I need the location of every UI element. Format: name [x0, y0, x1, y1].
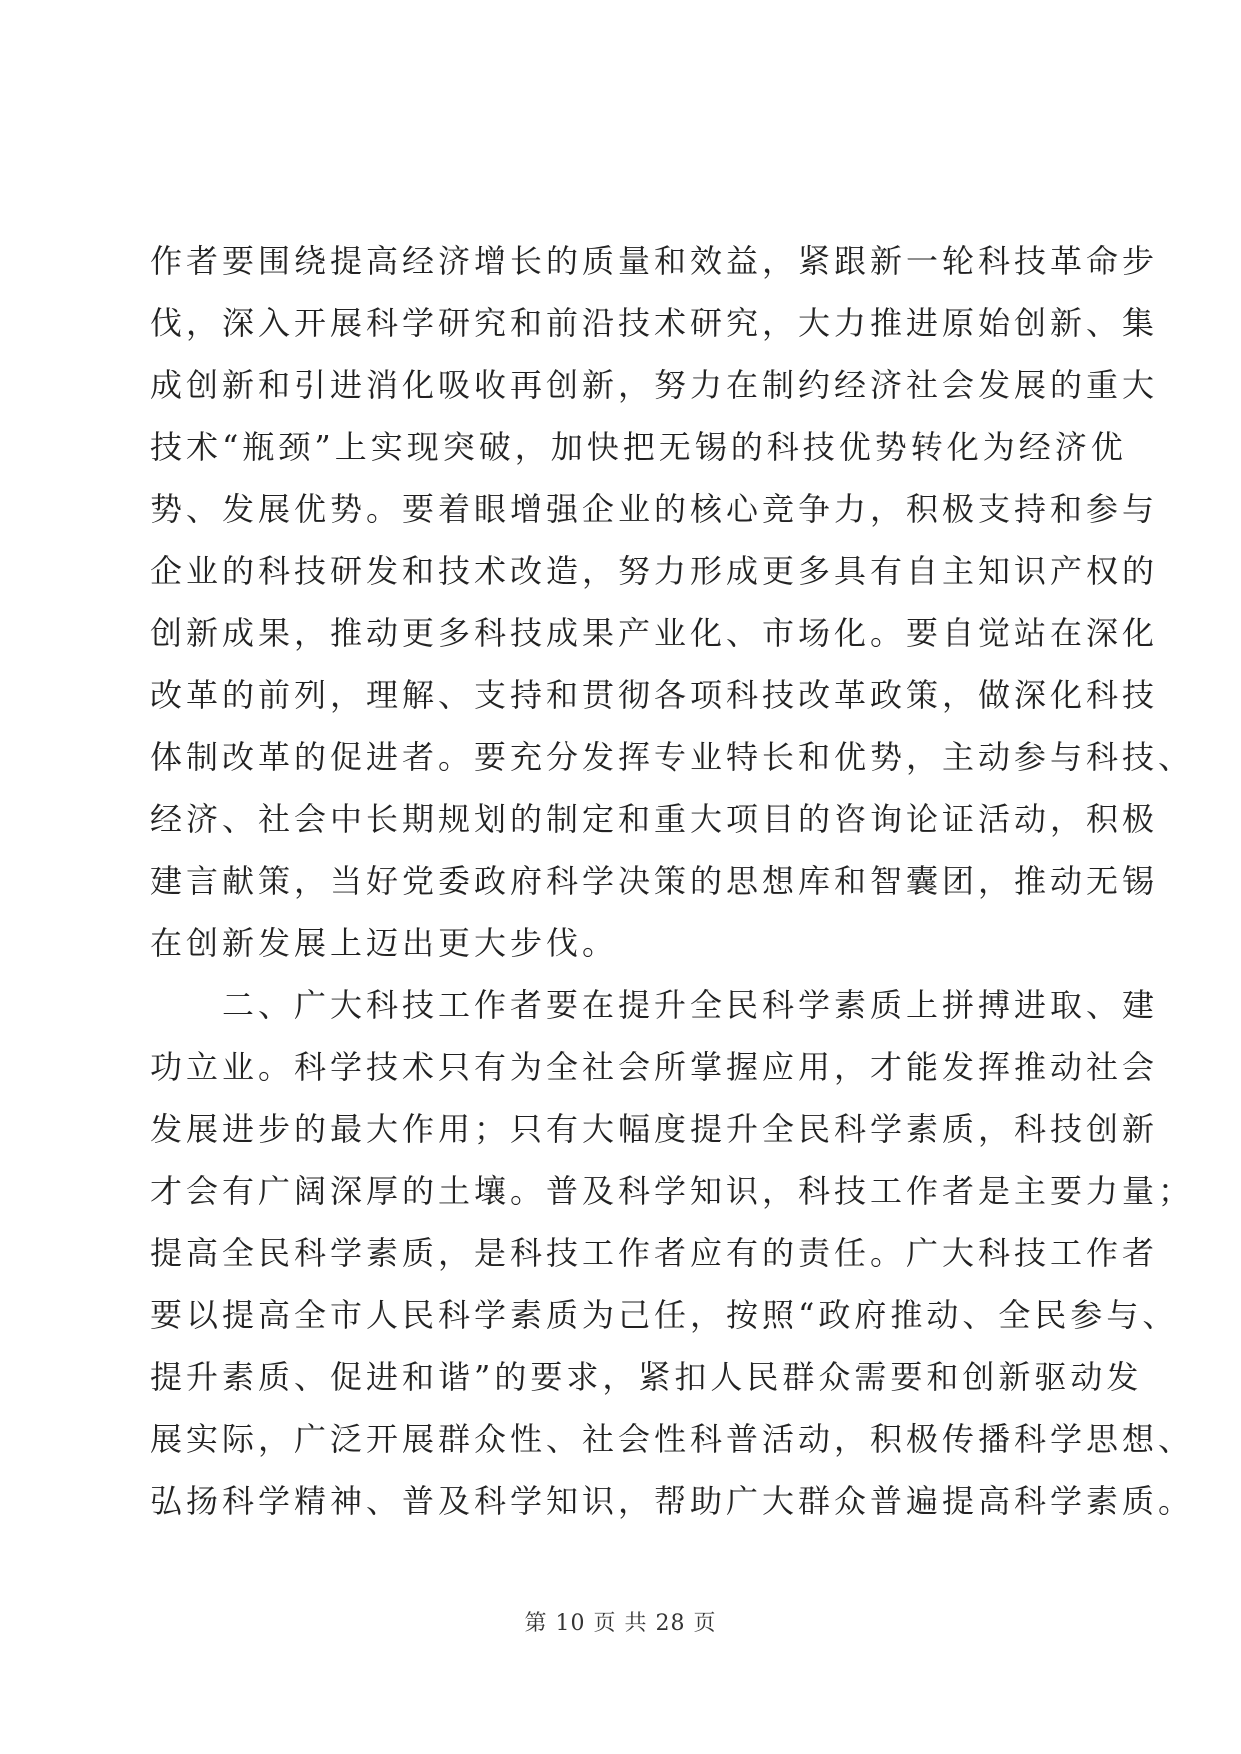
text-line: 改革的前列，理解、支持和贯彻各项科技改革政策，做深化科技	[150, 676, 1159, 714]
text-line: 成创新和引进消化吸收再创新，努力在制约经济社会发展的重大	[150, 366, 1159, 404]
text-line: 伐，深入开展科学研究和前沿技术研究，大力推进原始创新、集	[150, 304, 1159, 342]
text-line: 势、发展优势。要着眼增强企业的核心竞争力，积极支持和参与	[150, 490, 1159, 528]
page-number: 第 10 页 共 28 页	[524, 1611, 717, 1636]
text-line: 二、广大科技工作者要在提升全民科学素质上拼搏进取、建	[222, 986, 1159, 1024]
page-footer	[0, 1606, 1241, 1637]
body-text	[150, 230, 1195, 1532]
text-line: 作者要围绕提高经济增长的质量和效益，紧跟新一轮科技革命步	[150, 242, 1159, 280]
text-line: 经济、社会中长期规划的制定和重大项目的咨询论证活动，积极	[150, 800, 1159, 838]
text-line: 要以提高全市人民科学素质为己任，按照“政府推动、全民参与、	[150, 1296, 1179, 1334]
text-line: 功立业。科学技术只有为全社会所掌握应用，才能发挥推动社会	[150, 1048, 1159, 1086]
text-line: 提升素质、促进和谐”的要求，紧扣人民群众需要和创新驱动发	[150, 1358, 1143, 1396]
text-line: 提高全民科学素质，是科技工作者应有的责任。广大科技工作者	[150, 1234, 1159, 1272]
text-line: 建言献策，当好党委政府科学决策的思想库和智囊团，推动无锡	[150, 862, 1159, 900]
paragraph-1	[150, 230, 1195, 974]
text-line: 体制改革的促进者。要充分发挥专业特长和优势，主动参与科技、	[150, 738, 1195, 776]
text-line: 在创新发展上迈出更大步伐。	[150, 924, 619, 962]
text-line: 才会有广阔深厚的土壤。普及科学知识，科技工作者是主要力量；	[150, 1172, 1195, 1210]
text-line: 技术“瓶颈”上实现突破，加快把无锡的科技优势转化为经济优	[150, 428, 1127, 466]
text-line: 发展进步的最大作用；只有大幅度提升全民科学素质，科技创新	[150, 1110, 1159, 1148]
text-line: 弘扬科学精神、普及科学知识，帮助广大群众普遍提高科学素质。	[150, 1482, 1195, 1520]
text-line: 展实际，广泛开展群众性、社会性科普活动，积极传播科学思想、	[150, 1420, 1195, 1458]
paragraph-2	[150, 974, 1195, 1532]
text-line: 创新成果，推动更多科技成果产业化、市场化。要自觉站在深化	[150, 614, 1159, 652]
text-line: 企业的科技研发和技术改造，努力形成更多具有自主知识产权的	[150, 552, 1159, 590]
